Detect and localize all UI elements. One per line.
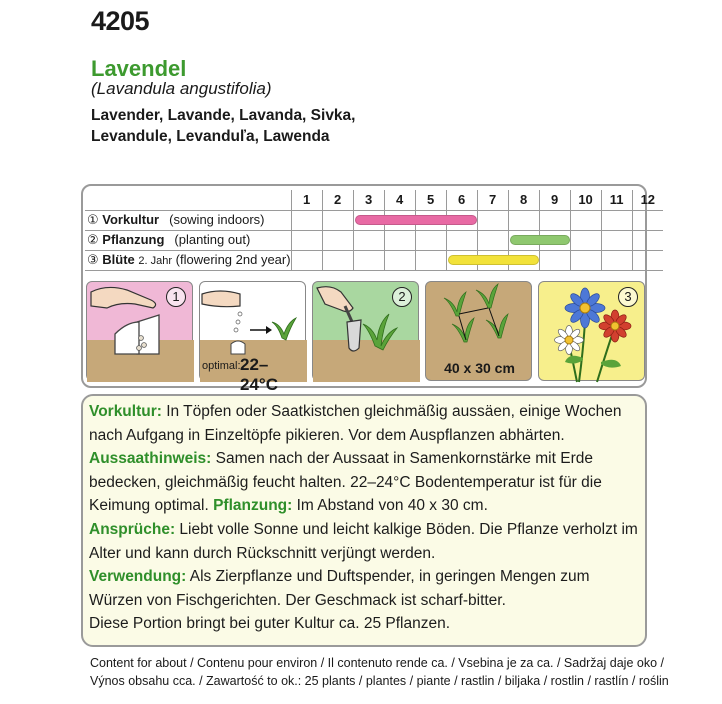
row-translation: (planting out) — [174, 232, 251, 247]
temp-caption-small: optimal: — [202, 360, 241, 372]
row-translation: (sowing indoors) — [169, 212, 265, 227]
row-mark: ① — [87, 212, 99, 227]
content-note-line1: Content for about / Contenu pour environ / Il contenuto rende ca. / Vsebina je za ca. / Sadržaj daje oko / — [90, 656, 664, 670]
calendar-row-bluete — [85, 250, 663, 270]
month-5: 5 — [415, 190, 446, 210]
month-9: 9 — [539, 190, 570, 210]
month-1: 1 — [291, 190, 322, 210]
row-label-pflanzung — [85, 230, 291, 250]
month-12: 12 — [632, 190, 663, 210]
bar-pflanzung — [510, 235, 570, 245]
step-number-2: 2 — [392, 287, 412, 307]
product-code: 4205 — [91, 6, 150, 36]
heading-vorkultur: Vorkultur: — [89, 403, 162, 420]
text-aussaat: Samen nach der Aussaat in Samenkornstärke mit Erde bedecken, gleichmäßig feucht halten. 22–24°C Bodentemperatur ist für die Keimung optimal. — [89, 450, 602, 515]
text-verwendung: Als Zierpflanze und Duftspender, in geringen Mengen zum Würzen von Fischgerichten. Der Geschmack ist scharf-bitter. — [89, 568, 590, 609]
panel-germination — [199, 281, 306, 394]
panel-sowing — [86, 281, 193, 381]
calendar-table — [85, 190, 663, 271]
panel-flowering — [538, 281, 645, 381]
panel-planting — [312, 281, 419, 381]
calendar-row-pflanzung — [85, 230, 663, 250]
text-ansprueche: Liebt volle Sonne und leicht kalkige Böden. Die Pflanze verholzt im Alter und kann durch Rückschnitt verjüngt werden. — [89, 520, 638, 562]
translated-names-line2: Levandule, Levanduľa, Lawenda — [91, 128, 330, 145]
latin-name: (Lavandula angustifolia) — [91, 79, 272, 98]
content-note-line2: Výnos obsahu cca. / Zawartość to ok.: 25 plants / plantes / piante / rastlin / biljaka / rostlin / rastlín / roślin — [90, 674, 669, 688]
heading-pflanzung: Pflanzung: — [213, 497, 293, 515]
panel-spacing — [425, 281, 532, 381]
row-mark: ② — [87, 232, 99, 247]
month-3: 3 — [353, 190, 384, 210]
bar-bluete — [448, 255, 539, 265]
step-number-3: 3 — [618, 287, 638, 307]
month-2: 2 — [322, 190, 353, 210]
row-label: Blüte — [102, 252, 135, 267]
heading-ansprueche: Ansprüche: — [89, 520, 176, 538]
step-number-1: 1 — [166, 287, 186, 307]
portion-note: Diese Portion bringt bei guter Kultur ca. 25 Pflanzen. — [89, 615, 451, 633]
month-11: 11 — [601, 190, 632, 210]
calendar-corner — [85, 190, 291, 210]
month-7: 7 — [477, 190, 508, 210]
text-pflanzung: Im Abstand von 40 x 30 cm. — [292, 497, 488, 515]
instructions-text — [89, 400, 644, 636]
spacing-label: 40 x 30 cm — [444, 360, 515, 376]
row-label-bluete — [85, 250, 291, 270]
month-10: 10 — [570, 190, 601, 210]
temp-caption: 22–24°C — [240, 355, 278, 394]
heading-aussaat: Aussaathinweis: — [89, 450, 212, 468]
bar-vorkultur — [355, 215, 477, 225]
row-label: Vorkultur — [102, 212, 160, 227]
month-6: 6 — [446, 190, 477, 210]
row-label-vorkultur — [85, 210, 291, 230]
plant-name: Lavendel — [91, 56, 187, 81]
month-8: 8 — [508, 190, 539, 210]
row-sub: 2. Jahr — [138, 255, 173, 267]
text-vorkultur: In Töpfen oder Saatkistchen gleichmäßig aussäen, einige Wochen nach Aufgang in Einzeltöpfe pikieren. Vor dem Auspflanzen abhärten. — [89, 403, 622, 444]
month-4: 4 — [384, 190, 415, 210]
heading-verwendung: Verwendung: — [89, 568, 187, 586]
row-label: Pflanzung — [102, 232, 165, 247]
row-mark: ③ — [87, 252, 99, 267]
calendar-month-row — [85, 190, 663, 210]
translated-names-line1: Lavender, Lavande, Lavanda, Sivka, — [91, 107, 356, 124]
row-translation: (flowering 2nd year) — [175, 252, 291, 267]
